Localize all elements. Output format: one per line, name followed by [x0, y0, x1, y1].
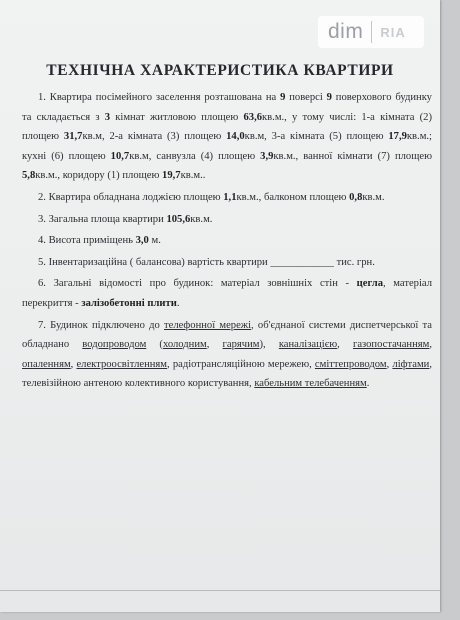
document-title: ТЕХНІЧНА ХАРАКТЕРИСТИКА КВАРТИРИ	[46, 62, 394, 79]
paragraph-7: 7. Будинок підключено до телефонної мережі, об'єднаної системи диспетчерської та обладнано водопроводом (холодним, гарячим), каналізацією, газопостачанням, опаленням, електроосвітленням, радіотрансляційною мережею, сміттепроводом, ліфтами, телевізійною антеною колективного користування, кабельним телебаченням.	[22, 319, 433, 390]
paragraph-5: 5. Інвентаризаційна ( балансова) вартість квартири ____________ тис. грн.	[38, 256, 375, 268]
paragraph-4: 4. Висота приміщень 3,0 м.	[38, 235, 161, 247]
logo-text-dim: dim	[328, 20, 364, 43]
paragraph-3: 3. Загальна площа квартири 105,6кв.м.	[38, 213, 213, 225]
paragraph-1: 1. Квартира посімейного заселення розташована на 9 поверсі 9 поверхового будинку та складається з 3 кімнат житловою площею 63,6кв.м., у тому числі: 1-а кімната (2) площею 31,7кв.м, 2-а кімната (3) площею 14,0кв.м, 3-а кімната (5) площею 17,9кв.м.; кухні (6) площею 10,7кв.м, санвузла (4) площею 3,9кв.м., ванної кімнати (7) площею 5,8кв.м., коридору (1) площею 19,7кв.м..	[22, 92, 432, 182]
logo-text-ria: RIA	[380, 24, 406, 40]
page-bottom-rule	[0, 590, 440, 591]
document-body	[22, 88, 432, 394]
logo-divider	[371, 21, 372, 43]
dim-ria-logo[interactable]	[318, 16, 424, 48]
paragraph-2: 2. Квартира обладнана лоджією площею 1,1кв.м., балконом площею 0,8кв.м.	[38, 191, 385, 203]
paragraph-6: 6. Загальні відомості про будинок: матеріал зовнішніх стін - цегла, матеріал перекриття - залізобетонні плити.	[22, 278, 432, 309]
